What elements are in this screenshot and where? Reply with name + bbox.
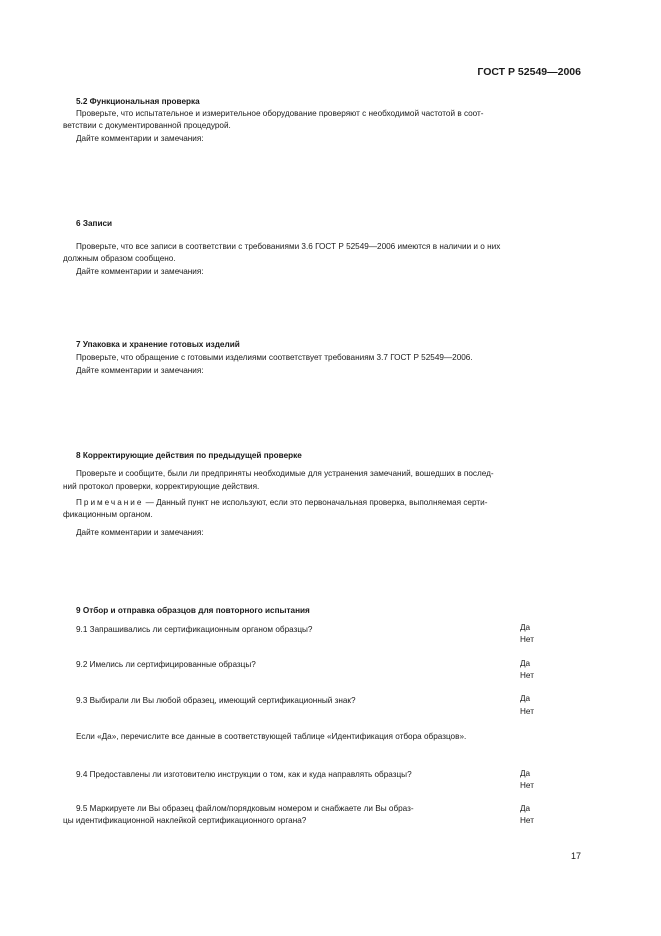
section-6-text-line1: Проверьте, что все записи в соответствии с требованиями 3.6 ГОСТ Р 52549—2006 имеются в наличии и о них [76,242,501,251]
answer-9-2-yes[interactable]: Да [520,659,531,668]
section-7-title: 7 Упаковка и хранение готовых изделий [76,340,240,349]
answer-9-3-yes[interactable]: Да [520,694,531,703]
section-8-title: 8 Корректирующие действия по предыдущей проверке [76,451,302,460]
section-5-2-text-line2: ветствии с документированной процедурой. [63,121,231,130]
section-6-title: 6 Записи [76,219,113,228]
answer-9-5-no[interactable]: Нет [520,816,534,825]
section-8-note-line2: фикационным органом. [63,510,153,519]
section-6-text-line2: должным образом сообщено. [63,254,176,263]
section-8-text-line1: Проверьте и сообщите, были ли предприняты необходимые для устранения замечаний, вошедших в послед- [76,469,494,478]
answer-9-2-no[interactable]: Нет [520,671,534,680]
if-yes-instruction: Если «Да», перечислите все данные в соответствующей таблице «Идентификация отбора образцов». [76,732,467,741]
question-9-4: 9.4 Предоставлены ли изготовителю инструкции о том, как и куда направлять образцы? [76,770,412,779]
section-5-2-text-line1: Проверьте, что испытательное и измерительное оборудование проверяют с необходимой частотой в соот- [76,109,484,118]
answer-9-5-yes[interactable]: Да [520,804,531,813]
question-9-3: 9.3 Выбирали ли Вы любой образец, имеющий сертификационный знак? [76,696,356,705]
question-9-1: 9.1 Запрашивались ли сертификационным органом образцы? [76,625,313,634]
note-label: Примечание [76,498,144,507]
section-5-2-title: 5.2 Функциональная проверка [76,97,200,106]
question-9-5-line1: 9.5 Маркируете ли Вы образец файлом/порядковым номером и снабжаете ли Вы образ- [76,804,414,813]
section-9-title: 9 Отбор и отправка образцов для повторного испытания [76,606,310,615]
document-id-header: ГОСТ Р 52549—2006 [477,66,581,78]
answer-9-4-no[interactable]: Нет [520,781,534,790]
answer-9-3-no[interactable]: Нет [520,707,534,716]
section-5-2-comments-prompt: Дайте комментарии и замечания: [76,134,204,143]
page-number: 17 [570,851,581,861]
question-9-2: 9.2 Имелись ли сертифицированные образцы? [76,660,256,669]
section-8-text-line2: ний протокол проверки, корректирующие действия. [63,482,260,491]
section-7-text: Проверьте, что обращение с готовыми изделиями соответствует требованиям 3.7 ГОСТ Р 52549—2006. [76,353,473,362]
section-8-note-line1 [76,497,487,509]
section-7-comments-prompt: Дайте комментарии и замечания: [76,366,204,375]
answer-9-4-yes[interactable]: Да [520,769,531,778]
section-8-comments-prompt: Дайте комментарии и замечания: [76,528,204,537]
note-text: — Данный пункт не используют, если это первоначальная проверка, выполняемая серти- [143,498,488,507]
answer-9-1-yes[interactable]: Да [520,623,531,632]
question-9-5-line2: цы идентификационной наклейкой сертификационного органа? [63,816,307,825]
answer-9-1-no[interactable]: Нет [520,635,534,644]
section-6-comments-prompt: Дайте комментарии и замечания: [76,267,204,276]
